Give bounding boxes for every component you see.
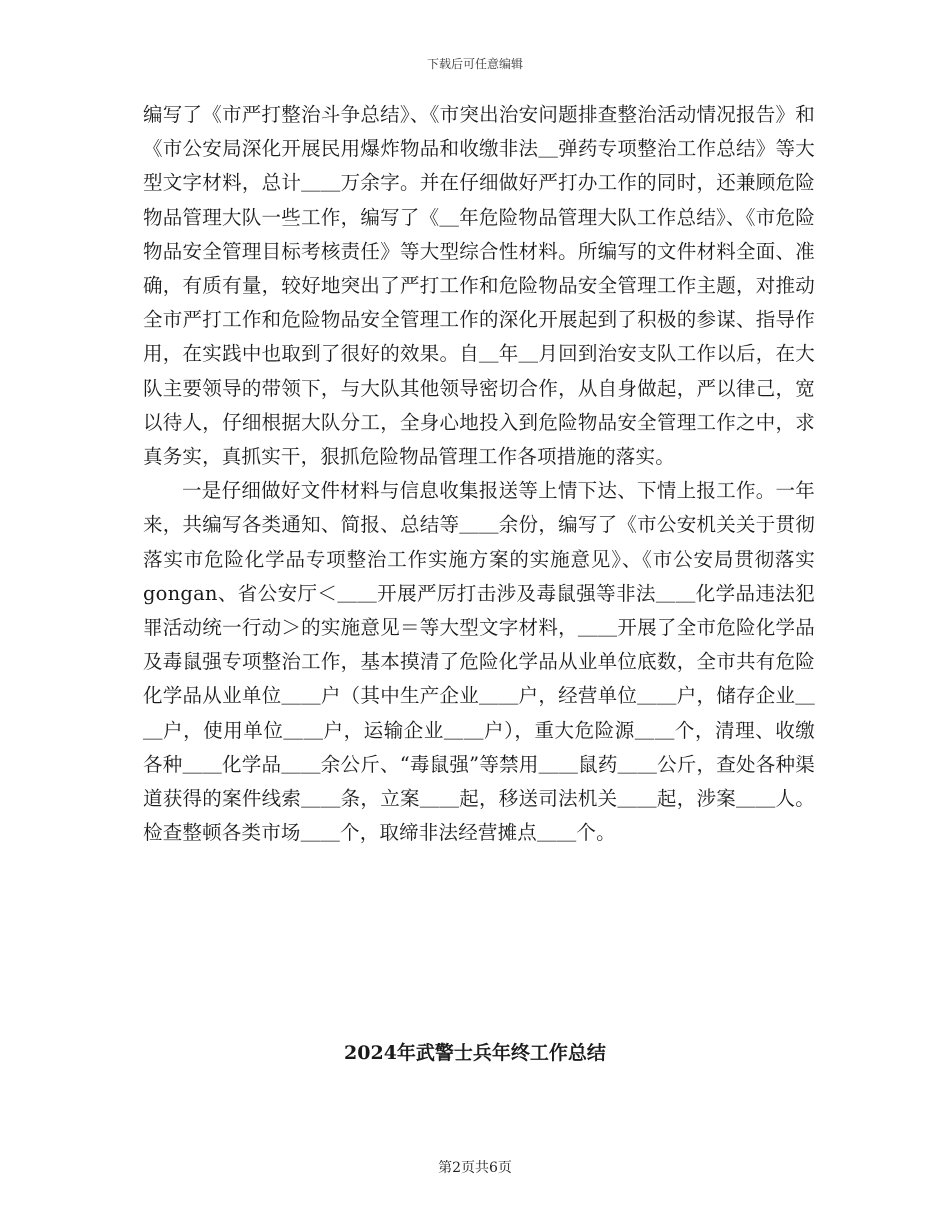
body-paragraph-2: 一是仔细做好文件材料与信息收集报送等上情下达、下情上报工作。一年来，共编写各类通知、简报、总结等＿＿余份，编写了《市公安机关关于贯彻落实市危险化学品专项整治工作实施方案的实施意见》、《市公安局贯彻落实gongan、省公安厅＜＿＿开展严厉打击涉及毒鼠强等非法＿＿化学品违法犯罪活动统一行动＞的实施意见＝等大型文字材料，＿＿开展了全市危险化学品及毒鼠强专项整治工作，基本摸清了危险化学品从业单位底数，全市共有危险化学品从业单位＿＿户（其中生产企业＿＿户，经营单位＿＿户，储存企业＿＿户，使用单位＿＿户，运输企业＿＿户），重大危险源＿＿个，清理、收缴各种＿＿化学品＿＿余公斤、“毒鼠强”等禁用＿＿鼠药＿＿公斤，查处各种渠道获得的案件线索＿＿条，立案＿＿起，移送司法机关＿＿起，涉案＿＿人。检查整顿各类市场＿＿个，取缔非法经营摊点＿＿个。 [143, 479, 815, 845]
page-header-note: 下载后可任意编辑 [426, 57, 523, 71]
page-number-footer: 第2页共6页 [438, 1160, 512, 1176]
section-title: 2024年武警士兵年终工作总结 [344, 1042, 606, 1064]
body-paragraph-1: 编写了《市严打整治斗争总结》、《市突出治安问题排查整治活动情况报告》和《市公安局深化开展民用爆炸物品和收缴非法＿弹药专项整治工作总结》等大型文字材料，总计＿＿万余字。并在仔细做好严打办工作的同时，还兼顾危险物品管理大队一些工作，编写了《＿年危险物品管理大队工作总结》、《市危险物品安全管理目标考核责任》等大型综合性材料。所编写的文件材料全面、准确，有质有量，较好地突出了严打工作和危险物品安全管理工作主题，对推动全市严打工作和危险物品安全管理工作的深化开展起到了积极的参谋、指导作用，在实践中也取到了很好的效果。自＿年＿月回到治安支队工作以后，在大队主要领导的带领下，与大队其他领导密切合作，从自身做起，严以律己，宽以待人，仔细根据大队分工，全身心地投入到危险物品安全管理工作之中，求真务实，真抓实干，狠抓危险物品管理工作各项措施的落实。 [143, 103, 815, 469]
document-body [143, 98, 815, 850]
